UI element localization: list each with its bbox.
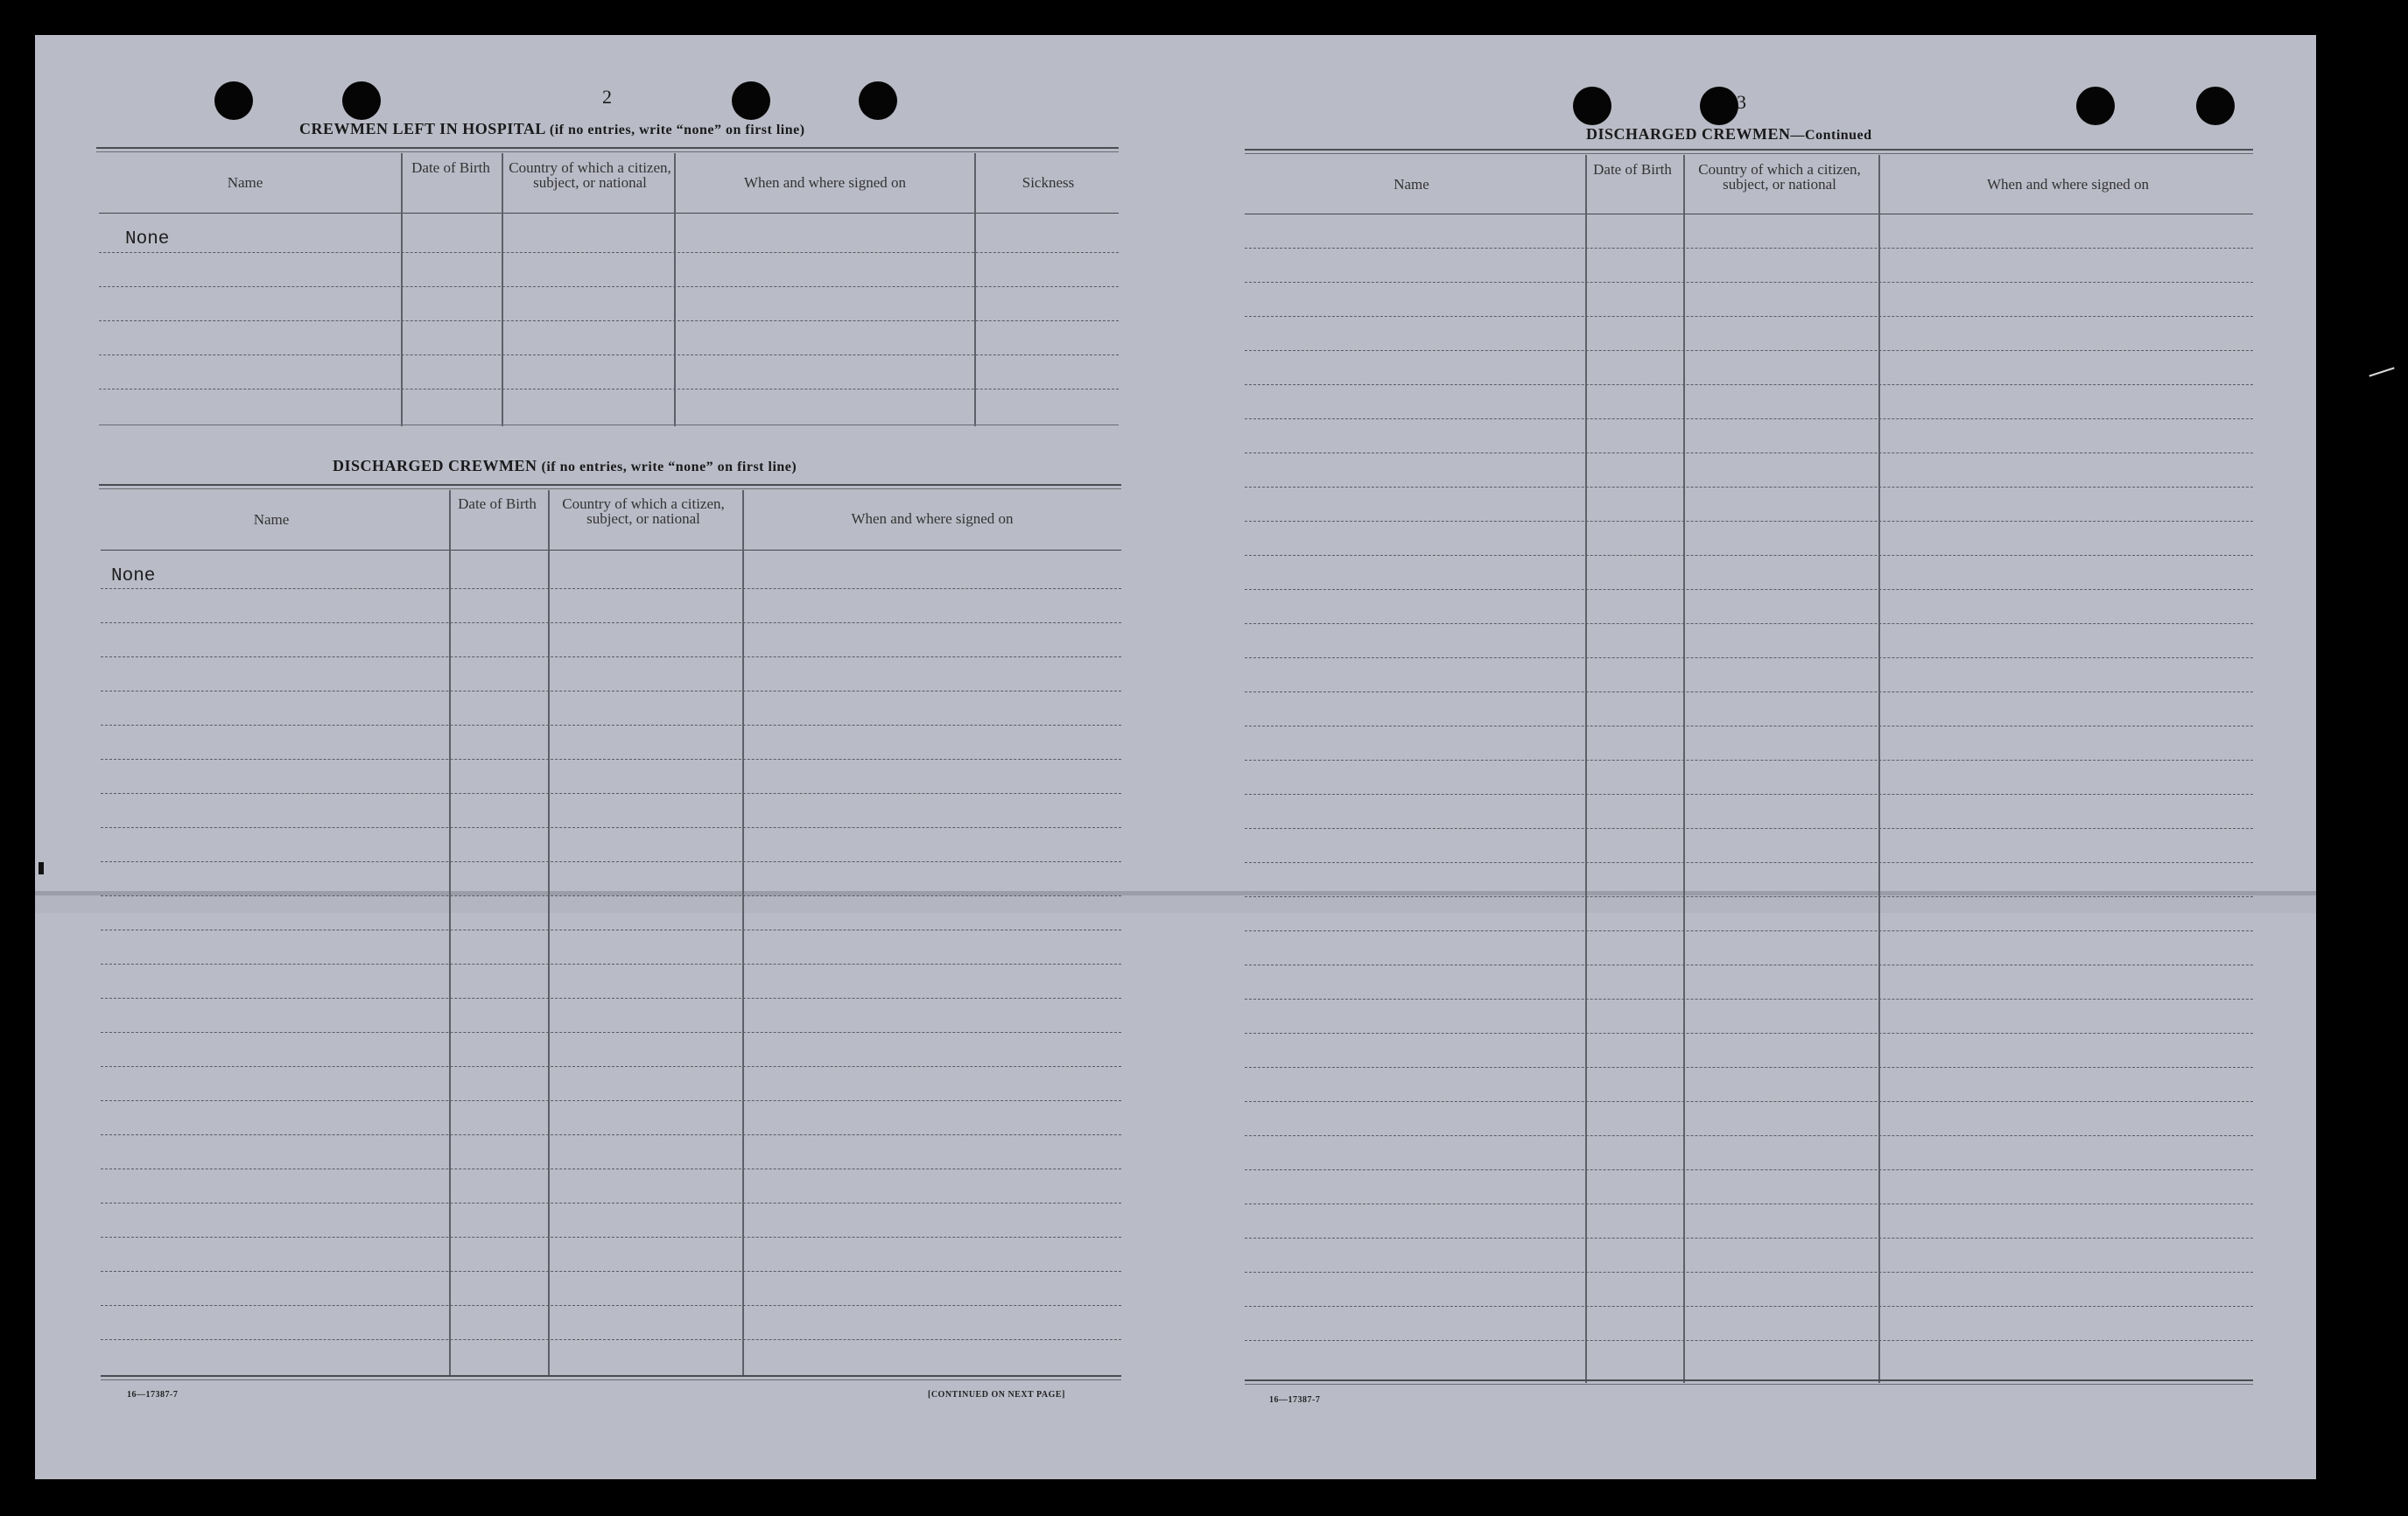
table-top-rule [1245, 149, 2253, 151]
col-header-country: Country of which a citizen, subject, or national [509, 159, 671, 191]
entry-line [1245, 248, 2253, 249]
continued-suffix: —Continued [1790, 128, 1872, 143]
entry-line [101, 998, 1121, 999]
col-header-country: Country of which a citizen, subject, or national [562, 495, 725, 527]
entry-line [1245, 862, 2253, 863]
entry-line [101, 1339, 1121, 1340]
table-top-rule [1245, 153, 2253, 154]
discharged-instruction-text: (if no entries, write “none” on first line) [541, 460, 797, 474]
col-header-name: Name [253, 511, 290, 528]
entry-line [1245, 1306, 2253, 1307]
page-number-right: 3 [1737, 91, 1746, 113]
scan-speck [2369, 367, 2394, 376]
table-top-rule [96, 147, 1119, 149]
hospital-first-entry: None [125, 229, 170, 249]
entry-line [1245, 999, 2253, 1000]
col-header-when-where: When and where signed on [743, 174, 907, 191]
column-divider [974, 153, 976, 426]
fold-shadow [35, 895, 2316, 913]
column-divider [401, 153, 403, 426]
entry-line [1245, 487, 2253, 488]
entry-line [101, 1032, 1121, 1033]
form-number-right: 16—17387-7 [1269, 1395, 1321, 1405]
punch-hole [732, 81, 770, 120]
entry-line [99, 320, 1119, 321]
header-bottom-rule [99, 213, 1119, 214]
punch-hole [2196, 87, 2235, 125]
table-bottom-rule [101, 1379, 1121, 1380]
entry-line [101, 1305, 1121, 1306]
hospital-instruction-text: (if no entries, write “none” on first line) [549, 123, 805, 137]
discharged-continued-title [1586, 125, 1872, 144]
col-header-date-of-birth: Date of Birth [411, 159, 490, 176]
col-header-name: Name [227, 174, 263, 191]
entry-line [99, 354, 1119, 355]
entry-line [101, 964, 1121, 965]
column-divider [502, 153, 503, 426]
column-divider [1878, 155, 1880, 1383]
entry-line [101, 1100, 1121, 1101]
punch-hole [214, 81, 253, 120]
entry-line [1245, 896, 2253, 897]
entry-line [101, 588, 1121, 589]
entry-line [1245, 521, 2253, 522]
entry-line [101, 1134, 1121, 1135]
entry-line [1245, 760, 2253, 761]
header-bottom-rule [101, 550, 1121, 551]
col-header-name: Name [1394, 176, 1429, 193]
col-header-sickness: Sickness [1021, 174, 1075, 191]
entry-line [1245, 316, 2253, 317]
entry-line [101, 1237, 1121, 1238]
entry-line [1245, 384, 2253, 385]
entry-line [1245, 350, 2253, 351]
table-bottom-rule [1245, 1379, 2253, 1381]
entry-line [101, 895, 1121, 896]
punch-hole [1573, 87, 1611, 125]
punch-hole [2076, 87, 2115, 125]
entry-line [101, 1203, 1121, 1204]
entry-line [1245, 1033, 2253, 1034]
entry-line [101, 622, 1121, 623]
table-bottom-rule [101, 1375, 1121, 1377]
entry-line [101, 1271, 1121, 1272]
column-divider [1585, 155, 1587, 1383]
entry-line [99, 252, 1119, 253]
punch-hole [1700, 87, 1738, 125]
entry-line [101, 725, 1121, 726]
entry-line [1245, 1135, 2253, 1136]
entry-line [1245, 1340, 2253, 1341]
entry-line [1245, 691, 2253, 692]
punch-hole [859, 81, 897, 120]
entry-line [1245, 828, 2253, 829]
discharged-section-title [333, 457, 797, 475]
entry-line [1245, 555, 2253, 556]
punch-hole [342, 81, 381, 120]
form-number-left: 16—17387-7 [127, 1390, 179, 1400]
entry-line [1245, 657, 2253, 658]
discharged-first-entry: None [111, 566, 156, 586]
entry-line [1245, 1272, 2253, 1273]
column-divider [674, 153, 676, 426]
entry-line [1245, 1238, 2253, 1239]
entry-line [101, 827, 1121, 828]
entry-line [101, 656, 1121, 657]
discharged-title-text: DISCHARGED CREWMEN [333, 457, 537, 474]
entry-line [1245, 1067, 2253, 1068]
entry-line [1245, 418, 2253, 419]
entry-line [101, 861, 1121, 862]
entry-line [101, 759, 1121, 760]
table-bottom-rule [1245, 1384, 2253, 1385]
entry-line [99, 389, 1119, 390]
table-top-rule [96, 151, 1119, 152]
entry-line [1245, 1169, 2253, 1170]
continued-note: [CONTINUED ON NEXT PAGE] [928, 1390, 1065, 1400]
hospital-title-text: CREWMEN LEFT IN HOSPITAL [299, 120, 545, 137]
col-header-date-of-birth: Date of Birth [1593, 161, 1672, 178]
entry-line [101, 793, 1121, 794]
entry-line [1245, 1101, 2253, 1102]
table-top-rule [99, 488, 1121, 489]
entry-line [1245, 623, 2253, 624]
hospital-section-title [299, 120, 805, 138]
entry-line [1245, 282, 2253, 283]
entry-line [1245, 794, 2253, 795]
col-header-date-of-birth: Date of Birth [458, 495, 537, 512]
entry-line [1245, 930, 2253, 931]
entry-line [101, 1066, 1121, 1067]
page-number-left: 2 [602, 86, 612, 108]
scan-speck [39, 862, 44, 874]
entry-line [1245, 589, 2253, 590]
table-top-rule [99, 484, 1121, 486]
column-divider [1683, 155, 1685, 1383]
col-header-when-where: When and where signed on [851, 510, 1014, 527]
entry-line [99, 286, 1119, 287]
discharged-continued-title-text: DISCHARGED CREWMEN [1586, 125, 1791, 143]
col-header-country: Country of which a citizen, subject, or national [1698, 161, 1861, 193]
col-header-when-where: When and where signed on [1986, 176, 2150, 193]
